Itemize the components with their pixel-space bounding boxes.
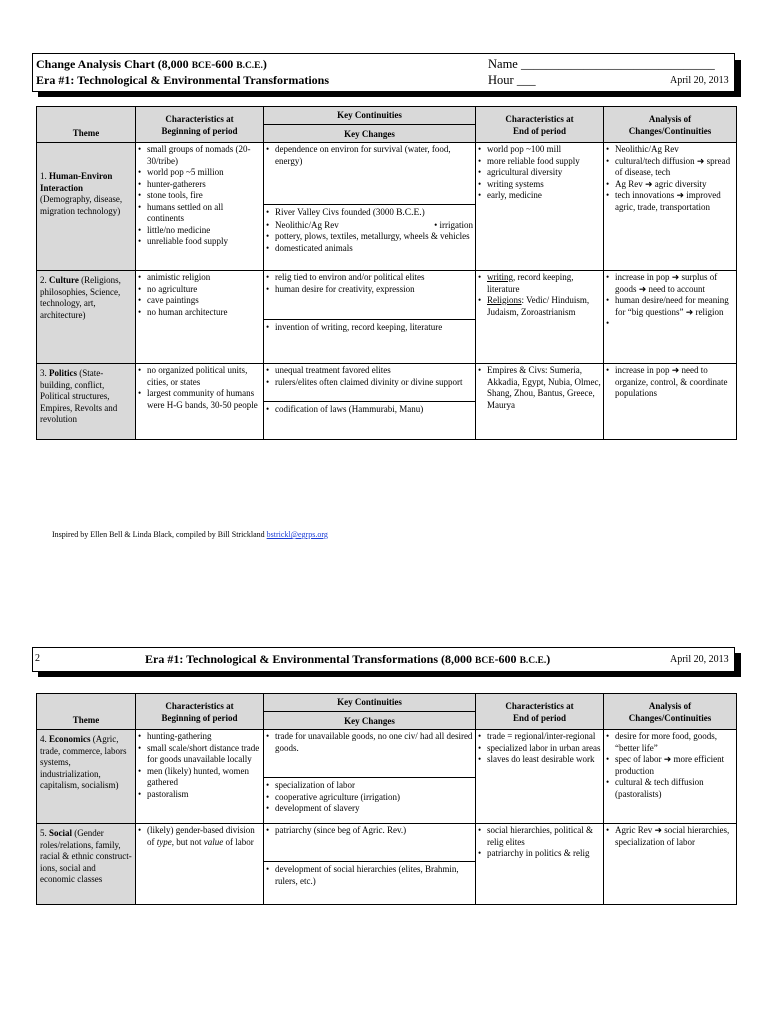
list-item: • pottery, plows, textiles, metallurgy, wheels & vehicles — [266, 231, 473, 243]
table-row — [37, 271, 737, 364]
theme-cell: 4. Economics (Agric, trade, commerce, labors systems, industrialization, capitalism, socialism) — [37, 730, 136, 824]
hour-field[interactable]: Hour ___ — [488, 73, 536, 87]
era-title-2: Era #1: Technological & Environmental Transformations (8,000 BCE-600 B.C.E.) — [145, 652, 551, 666]
list-item: • more reliable food supply — [478, 156, 601, 168]
end-cell — [476, 271, 604, 364]
list-item: • specialization of labor — [266, 780, 473, 792]
end-cell — [476, 364, 604, 440]
list-item: • agricultural diversity — [478, 167, 601, 179]
list-item: • writing systems — [478, 179, 601, 191]
list-item: • human desire for creativity, expression — [266, 284, 473, 296]
col-analysis: Analysis of Changes/Continuities — [604, 107, 737, 143]
list-item: • writing, record keeping, literature — [478, 272, 601, 295]
theme-cell: 1. Human-Environ Interaction (Demography, disease, migration technology) — [37, 143, 136, 271]
list-item: • world pop ~5 million — [138, 167, 261, 179]
list-item: • River Valley Civs founded (3000 B.C.E.) — [266, 207, 473, 220]
date-2: April 20, 2013 — [670, 654, 729, 665]
list-item: • hunter-gatherers — [138, 179, 261, 191]
theme-cell: 2. Culture (Religions, philosophies, Science, technology, art, architecture) — [37, 271, 136, 364]
col-beginning: Characteristics at Beginning of period — [136, 107, 264, 143]
list-item: • trade = regional/inter-regional — [478, 731, 601, 743]
col-theme: Theme — [37, 107, 136, 143]
list-item: • desire for more food, goods, “better life” — [606, 731, 734, 754]
col-end: Characteristics at End of period — [476, 694, 604, 730]
list-item: • little/no medicine — [138, 225, 261, 237]
col-end: Characteristics at End of period — [476, 107, 604, 143]
table-row — [37, 824, 737, 905]
chart-title: Change Analysis Chart (8,000 BCE-600 B.C.E.) — [36, 57, 267, 71]
change-analysis-table-2 — [36, 693, 737, 905]
list-item: • early, medicine — [478, 190, 601, 202]
col-continuities-changes: Key Continuities Key Changes — [264, 107, 476, 143]
table-row — [37, 143, 737, 271]
list-item: • no organized political units, cities, or states — [138, 365, 261, 388]
list-item: • unequal treatment favored elites — [266, 365, 473, 377]
col-analysis: Analysis of Changes/Continuities — [604, 694, 737, 730]
list-item: • men (likely) hunted, women gathered — [138, 766, 261, 789]
analysis-cell — [604, 364, 737, 440]
list-item: • development of social hierarchies (elites, Brahmin, rulers, etc.) — [266, 864, 473, 887]
list-item: • slaves do least desirable work — [478, 754, 601, 766]
name-field[interactable]: Name _______________________________ — [488, 57, 715, 71]
header-box-2 — [32, 647, 735, 672]
continuities-changes-cell — [264, 730, 476, 824]
list-item: • humans settled on all continents — [138, 202, 261, 225]
list-item: • cooperative agriculture (irrigation) — [266, 792, 473, 804]
list-item: • animistic religion — [138, 272, 261, 284]
list-item: • cultural/tech diffusion ➜ spread of disease, tech — [606, 156, 734, 179]
page-number: 2 — [35, 653, 40, 664]
beginning-cell — [136, 364, 264, 440]
date: April 20, 2013 — [670, 75, 729, 86]
end-cell — [476, 824, 604, 905]
analysis-cell — [604, 143, 737, 271]
list-item: • world pop ~100 mill — [478, 144, 601, 156]
list-item: • no agriculture — [138, 284, 261, 296]
email-link[interactable]: bstrickl@egrps.org — [266, 530, 328, 539]
continuities-changes-cell — [264, 824, 476, 905]
list-item: • codification of laws (Hammurabi, Manu) — [266, 404, 473, 416]
list-item: • small groups of nomads (20-30/tribe) — [138, 144, 261, 167]
list-item: • Neolithic/Ag Rev • irrigation — [266, 220, 473, 232]
beginning-cell — [136, 143, 264, 271]
list-item: • cultural & tech diffusion (pastoralists) — [606, 777, 734, 800]
credit-line: Inspired by Ellen Bell & Linda Black, compiled by Bill Strickland bstrickl@egrps.org — [52, 530, 328, 539]
continuities-changes-cell — [264, 364, 476, 440]
list-item: • Agric Rev ➜ social hierarchies, specialization of labor — [606, 825, 734, 848]
list-item: • domesticated animals — [266, 243, 473, 255]
list-item: • Ag Rev ➜ agric diversity — [606, 179, 734, 191]
col-continuities-changes: Key Continuities Key Changes — [264, 694, 476, 730]
list-item: • pastoralism — [138, 789, 261, 801]
list-item: • patriarchy (since beg of Agric. Rev.) — [266, 825, 473, 837]
list-item: • social hierarchies, political & relig elites — [478, 825, 601, 848]
header-box — [32, 53, 735, 92]
list-item: • no human architecture — [138, 307, 261, 319]
list-item: • patriarchy in politics & relig — [478, 848, 601, 860]
continuities-changes-cell — [264, 143, 476, 271]
end-cell — [476, 143, 604, 271]
list-item: • trade for unavailable goods, no one civ/ had all desired goods. — [266, 731, 473, 754]
beginning-cell — [136, 824, 264, 905]
end-cell — [476, 730, 604, 824]
change-analysis-table-1 — [36, 106, 737, 440]
beginning-cell — [136, 730, 264, 824]
col-theme: Theme — [37, 694, 136, 730]
list-item: • development of slavery — [266, 803, 473, 815]
list-item: • small scale/short distance trade for goods unavailable locally — [138, 743, 261, 766]
era-title: Era #1: Technological & Environmental Transformations — [36, 73, 330, 87]
continuities-changes-cell — [264, 271, 476, 364]
list-item: • tech innovations ➜ improved agric, trade, transportation — [606, 190, 734, 213]
theme-cell: 5. Social (Gender roles/relations, family, racial & ethnic construct-ions, social and economic classes — [37, 824, 136, 905]
list-item: • dependence on environ for survival (water, food, energy) — [266, 144, 473, 167]
list-item: • stone tools, fire — [138, 190, 261, 202]
list-item: • Neolithic/Ag Rev — [606, 144, 734, 156]
beginning-cell — [136, 271, 264, 364]
list-item: • unreliable food supply — [138, 236, 261, 248]
list-item: • invention of writing, record keeping, literature — [266, 322, 473, 334]
list-item: • spec of labor ➜ more efficient production — [606, 754, 734, 777]
list-item: • specialized labor in urban areas — [478, 743, 601, 755]
analysis-cell — [604, 730, 737, 824]
analysis-cell — [604, 824, 737, 905]
list-item: • rulers/elites often claimed divinity or divine support — [266, 377, 473, 389]
table-row — [37, 364, 737, 440]
list-item: • increase in pop ➜ need to organize, control, & coordinate populations — [606, 365, 734, 400]
table-row — [37, 730, 737, 824]
col-beginning: Characteristics at Beginning of period — [136, 694, 264, 730]
list-item: • human desire/need for meaning for “big questions” ➜ religion — [606, 295, 734, 318]
list-item: • Empires & Civs: Sumeria, Akkadia, Egypt, Nubia, Olmec, Shang, Zhou, Bantus, Greece, Maurya — [478, 365, 601, 411]
theme-cell: 3. Politics (State-building, conflict, Political structures, Empires, Revolts and revolution — [37, 364, 136, 440]
analysis-cell — [604, 271, 737, 364]
list-item: • hunting-gathering — [138, 731, 261, 743]
list-item: • Religions: Vedic/ Hinduism, Judaism, Zoroastrianism — [478, 295, 601, 318]
list-item: • increase in pop ➜ surplus of goods ➜ need to account — [606, 272, 734, 295]
list-item: • largest community of humans were H-G bands, 30-50 people — [138, 388, 261, 411]
list-item: • cave paintings — [138, 295, 261, 307]
list-item: • (likely) gender-based division of type, but not value of labor — [138, 825, 261, 848]
list-item: • relig tied to environ and/or political elites — [266, 272, 473, 284]
